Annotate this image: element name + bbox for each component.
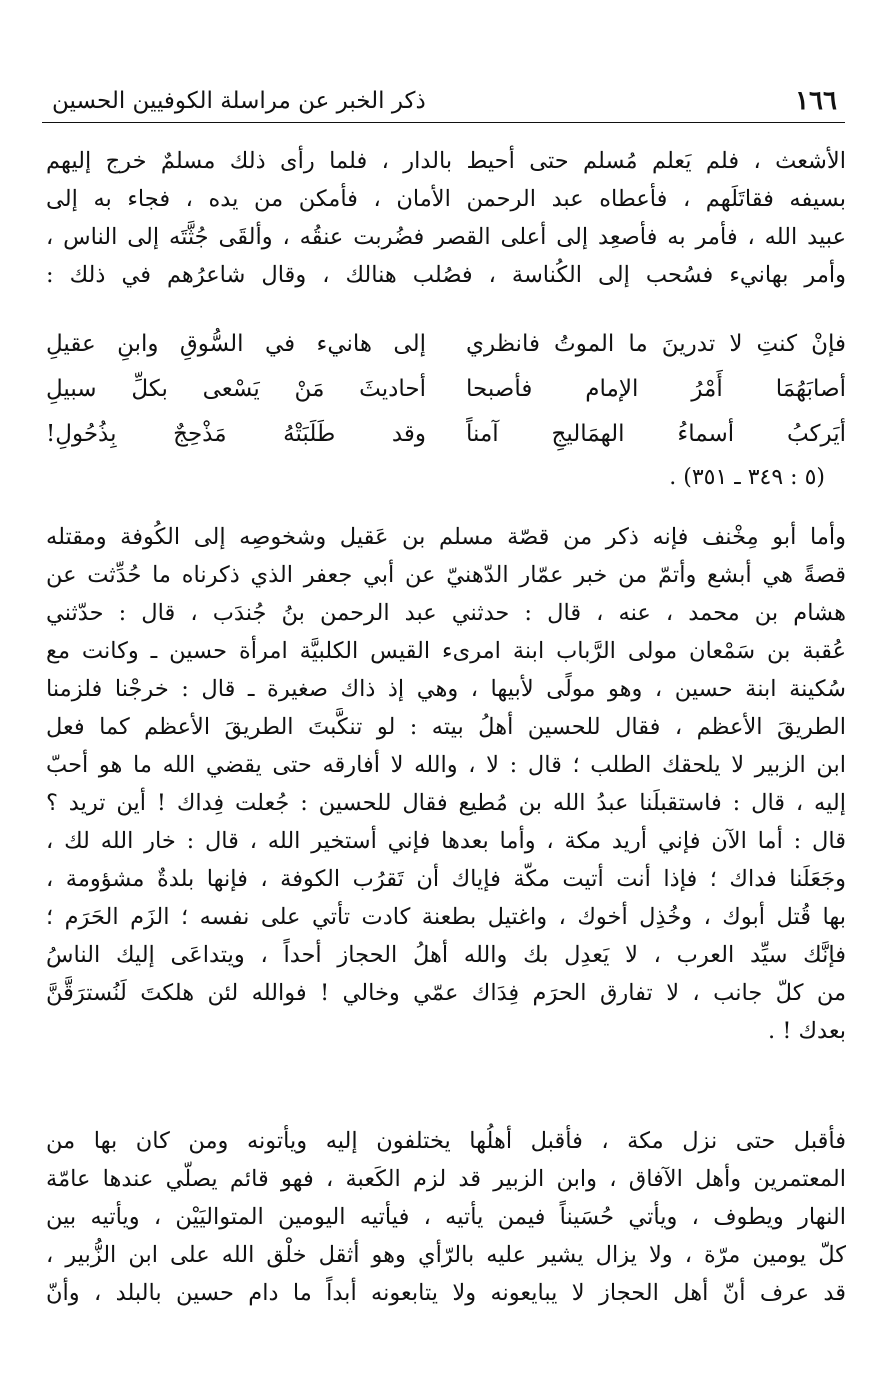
text-line: فأقبل حتى نزل مكة ، فأقبل أهلُها يختلفون إليه ويأتونه ومن كان بها من xyxy=(46,1128,846,1154)
verse-first-hemistich: فإنْ كنتِ لا تدرينَ ما الموتُ فانظري xyxy=(466,331,846,357)
verse-second-hemistich: أحاديثَ مَنْ يَسْعى بكلِّ سبيلِ xyxy=(46,376,426,402)
verse-second-hemistich: وقد طَلَبَتْهُ مَذْحِجٌ بِذُحُولِ! xyxy=(46,421,426,447)
page-number: ١٦٦ xyxy=(795,86,837,116)
verse-second-hemistich: إلى هانيء في السُّوقِ وابنِ عقيلِ xyxy=(46,331,426,357)
text-line: بسيفه فقاتَلَهم ، فأعطاه عبد الرحمن الأمان ، فأمكن من يده ، فجاء به إلى xyxy=(46,186,846,212)
paragraph-2 xyxy=(46,518,846,1050)
source-citation: (٥ : ٣٤٩ ـ ٣٥١) . xyxy=(669,465,825,490)
text-line: بها قُتل أبوك ، وخُذِل أخوك ، واغتيل بطعنة كادت تأتي على نفسه ؛ الزَم الحَرَم ؛ xyxy=(46,904,846,930)
page-header xyxy=(42,84,845,123)
text-line: هشام بن محمد ، عنه ، قال : حدثني عبد الرحمن بنُ جُندَب ، قال : حدّثني xyxy=(46,600,846,626)
text-line: سُكينة ابنة حسين ، وهو مولًى لأبيها ، وهي إذ ذاك صغيرة ـ قال : خرجْنا فلزمنا xyxy=(46,676,846,702)
text-line: ابن الزبير لا يلحقك الطلب ؛ قال : لا ، والله لا أفارقه حتى يقضي الله ما هو أحبّ xyxy=(46,752,846,778)
text-line: قال : أما الآن فإني أريد مكة ، وأما بعدها فإني أستخير الله ، قال : خار الله لك ، xyxy=(46,828,846,854)
text-line: إليه ، قال : فاستقبلَنا عبدُ الله بن مُطيع فقال للحسين : جُعلت فِداك ! أين تريد ؟ xyxy=(46,790,846,816)
running-title: ذكر الخبر عن مراسلة الكوفيين الحسين xyxy=(52,88,426,114)
paragraph-3 xyxy=(46,1122,846,1312)
text-line: عُقبة بن سَمْعان مولى الرَّباب ابنة امرىء القيس الكلبيَّة امرأة حسين ـ وكانت مع xyxy=(46,638,846,664)
text-line: كلّ يومين مرّة ، ولا يزال يشير عليه بالرّأي وهو أثقل خلْق الله على ابن الزُّبير ، xyxy=(46,1242,846,1268)
verse-first-hemistich: أيَركبُ أسماءُ الهمَاليجِ آمناً xyxy=(466,421,846,447)
text-line: بعدك ! . xyxy=(768,1018,846,1044)
verse-first-hemistich: أصابَهُمَا أَمْرُ الإمام فأصبحا xyxy=(466,376,846,402)
poem xyxy=(46,322,846,457)
paragraph-1 xyxy=(46,142,846,294)
text-line: وأمر بهانيء فسُحب إلى الكُناسة ، فصُلب هنالك ، وقال شاعرُهم في ذلك : xyxy=(46,262,846,288)
text-line: الطريقَ الأعظم ، فقال للحسين أهلُ بيته : لو تنكَّبتَ الطريقَ الأعظم كما فعل xyxy=(46,714,846,740)
poem-verse xyxy=(46,367,846,412)
text-line: النهار ويطوف ، ويأتي حُسَيناً فيمن يأتيه ، فيأتيه اليومين المتواليَيْن ، ويأتيه بين xyxy=(46,1204,846,1230)
text-line: وأما أبو مِخْنف فإنه ذكر من قصّة مسلم بن عَقيل وشخوصِه إلى الكُوفة ومقتله xyxy=(46,524,846,550)
text-line: فإنَّك سيِّد العرب ، لا يَعدِل بك والله أهلُ الحجاز أحداً ، ويتداعَى إليك الناسُ xyxy=(46,942,846,968)
text-line: الأشعث ، فلم يَعلم مُسلم حتى أحيط بالدار ، فلما رأى ذلك مسلمٌ خرج إليهم xyxy=(46,148,846,174)
text-line: المعتمرين وأهل الآفاق ، وابن الزبير قد لزم الكَعبة ، فهو قائم يصلّي عندها عامّة xyxy=(46,1166,846,1192)
text-line: عبيد الله ، فأمر به فأصعِد إلى أعلى القصر فضُربت عنقُه ، وألقَى جُثَّتَه إلى الناس ، xyxy=(46,224,846,250)
text-line: وجَعَلَنا فداك ؛ فإذا أنت أتيت مكّة فإياك أن تَقرُب الكوفة ، فإنها بلدةٌ مشؤومة ، xyxy=(46,866,846,892)
text-line: قصةً هي أبشع وأتمّ من خبر عمّار الدّهنيّ عن أبي جعفر الذي ذكرناه ما حُدِّثت عن xyxy=(46,562,846,588)
text-line: قد عرف أنّ أهل الحجاز لا يبايعونه ولا يتابعونه أبداً ما دام حسين بالبلد ، وأنّ xyxy=(46,1280,846,1306)
poem-verse xyxy=(46,412,846,457)
text-line: من كلّ جانب ، لا تفارق الحرَم فِدَاك عمّي وخالي ! فوالله لئن هلكتَ لَنُسترَقَّنَّ xyxy=(46,980,846,1006)
poem-verse xyxy=(46,322,846,367)
